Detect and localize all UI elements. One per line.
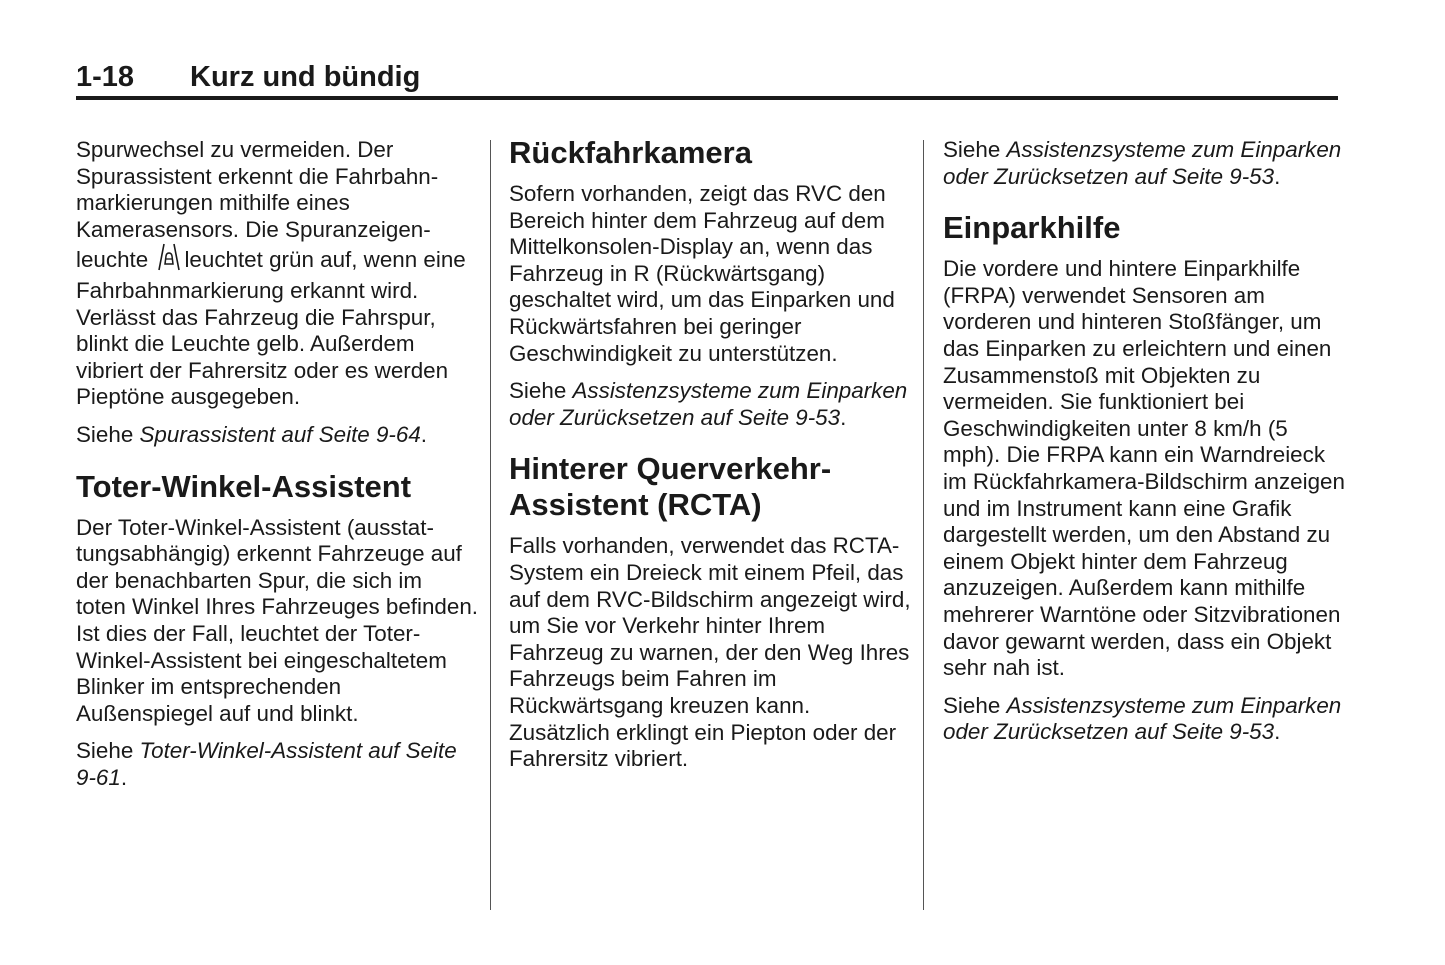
column-2 bbox=[509, 137, 911, 784]
cross-reference: Assistenzsysteme zum Einparken oder Zurücksetzen auf Seite 9-53 bbox=[509, 378, 908, 430]
cross-reference: Assistenzsysteme zum Einparken oder Zurücksetzen auf Seite 9-53 bbox=[943, 137, 1342, 189]
cross-reference: Spurassistent auf Seite 9-64 bbox=[139, 421, 421, 447]
cross-reference: Assistenzsysteme zum Einparken oder Zurücksetzen auf Seite 9-53 bbox=[943, 692, 1342, 745]
see-reference: Siehe Assistenzsysteme zum Einparken oder Zurücksetzen auf Seite 9-53. bbox=[943, 137, 1342, 189]
heading-rear-camera: Rückfahrkamera bbox=[509, 135, 752, 170]
see-reference: Siehe Assistenzsysteme zum Einparken oder Zurücksetzen auf Seite 9-53. bbox=[943, 692, 1342, 745]
chapter-title: Kurz und bündig bbox=[190, 61, 421, 93]
heading-rcta: Hinterer Querverkehr-Assistent (RCTA) bbox=[509, 451, 832, 523]
column-divider bbox=[490, 140, 491, 910]
see-reference: Siehe Spurassistent auf Seite 9-64. bbox=[76, 421, 428, 447]
column-divider bbox=[923, 140, 924, 910]
rcta-paragraph: Falls vorhanden, verwendet das RCTA-System ein Dreieck mit einem Pfeil, das auf dem RVC-Bildschirm angezeigt wird, um Sie vor Verkehr hinter Ihrem Fahrzeug zu warnen, der den Weg Ihres Fahrzeugs beim Fahren im Rückwärtsgang kreuzen kann. Zusätzlich erklingt ein Piepton oder der Fahrersitz vibriert. bbox=[509, 533, 911, 772]
heading-blind-spot: Toter-Winkel-Assistent bbox=[76, 468, 412, 504]
see-reference: Siehe Toter-Winkel-Assistent auf Seite 9-61. bbox=[76, 738, 457, 790]
rear-camera-paragraph: Sofern vorhanden, zeigt das RVC den Bereich hinter dem Fahrzeug auf dem Mittelkonsolen-Display an, wenn das Fahrzeug in R (Rückwärtsgang) geschaltet wird, um das Einparken und Rückwärtsfahren bei geringer Geschwindigkeit zu unterstützen. bbox=[509, 181, 895, 366]
page-header bbox=[76, 58, 1338, 98]
heading-parking-assist: Einparkhilfe bbox=[943, 210, 1121, 246]
blind-spot-paragraph: Der Toter-Winkel-Assistent (ausstattungsabhängig) erkennt Fahrzeuge auf der benachbarten Spur, die sich im toten Winkel Ihres Fahrzeuges befinden. Ist dies der Fall, leuchtet der Toter-Winkel-Assistent bei eingeschaltetem Blinker im entsprechenden Außenspiegel auf und blinkt. bbox=[76, 514, 479, 726]
lane-assist-paragraph: Spurwechsel zu vermeiden. Der Spurassistent erkennt die Fahrbahnmarkierungen mithilfe eines Kamerasensors. Die Spuranzeigenleuchte leuchtet grün auf, wenn eine Fahrbahnmarkierung erkannt wird. Verlässt das Fahrzeug die Fahrspur, blinkt die Leuchte gelb. Außerdem vibriert der Fahrersitz oder es werden Pieptöne ausgegeben. bbox=[76, 137, 466, 410]
column-3 bbox=[943, 137, 1345, 757]
lane-keep-assist-icon bbox=[156, 243, 182, 278]
page-number: 1-18 bbox=[76, 61, 135, 93]
see-reference: Siehe Assistenzsysteme zum Einparken oder Zurücksetzen auf Seite 9-53. bbox=[509, 378, 908, 430]
cross-reference: Toter-Winkel-Assistent auf Seite 9-61 bbox=[76, 738, 457, 790]
parking-assist-paragraph: Die vordere und hintere Einparkhilfe (FRPA) verwendet Sensoren am vorderen und hinteren Stoßfänger, um das Einparken zu erleichtern und einen Zusammenstoß mit Objekten zu vermeiden. Sie funktioniert bei Geschwindigkeiten unter 8 km/h (5 mph). Die FRPA kann ein Warndreieck im Rückfahrkamera-Bildschirm anzeigen und im Instrument kann eine Grafik dargestellt werden, um den Abstand zu einem Objekt hinter dem Fahrzeug anzuzeigen. Außerdem kann mithilfe mehrerer Warntöne oder Sitzvibrationen davor gewarnt werden, dass ein Objekt sehr nah ist. bbox=[943, 256, 1345, 681]
header-rule bbox=[76, 96, 1338, 100]
column-1 bbox=[76, 137, 478, 802]
